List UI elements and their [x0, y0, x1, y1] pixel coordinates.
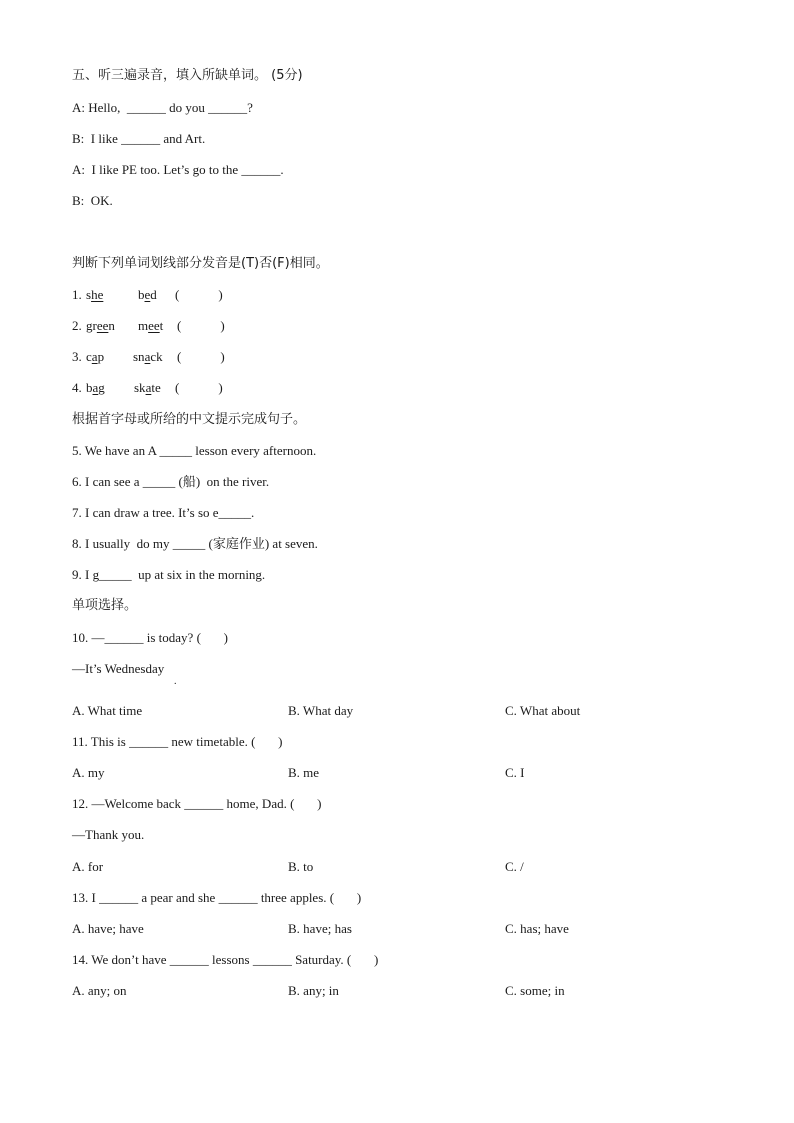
question-9: 9. I g_____ up at six in the morning. — [72, 567, 266, 582]
question-13: 13. I ______ a pear and she ______ three apples. ( ) — [72, 890, 362, 905]
option-b[interactable]: B. me — [288, 765, 320, 780]
option-c[interactable]: C. What about — [505, 703, 581, 718]
question-8: 8. I usually do my _____ (家庭作业) at seven. — [72, 536, 318, 552]
option-b[interactable]: B. have; has — [288, 921, 352, 936]
answer-parentheses[interactable]: ( ) — [175, 287, 223, 302]
word-1: she — [86, 287, 104, 302]
answer-parentheses[interactable]: ( ) — [177, 318, 225, 333]
option-c[interactable]: C. some; in — [505, 983, 565, 998]
option-c[interactable]: C. I — [505, 765, 525, 780]
option-a[interactable]: A. for — [72, 859, 104, 874]
option-a[interactable]: A. any; on — [72, 983, 127, 998]
choice-title: 单项选择。 — [72, 598, 138, 613]
item-number: 2. — [72, 318, 82, 333]
answer-parentheses[interactable]: ( ) — [177, 349, 225, 364]
option-c[interactable]: C. / — [505, 859, 524, 874]
option-b[interactable]: B. What day — [288, 703, 354, 718]
question-12-reply: —Thank you. — [72, 827, 145, 842]
option-c[interactable]: C. has; have — [505, 921, 569, 936]
stray-dot: . — [174, 676, 177, 687]
item-number: 4. — [72, 380, 82, 395]
option-b[interactable]: B. to — [288, 859, 314, 874]
dialogue-line-3: A: I like PE too. Let’s go to the ______. — [72, 162, 284, 177]
dialogue-line-1: A: Hello, ______ do you ______? — [72, 100, 253, 115]
completion-title: 根据首字母或所给的中文提示完成句子。 — [72, 412, 307, 427]
question-14: 14. We don’t have ______ lessons ______ Saturday. ( ) — [72, 952, 379, 967]
option-b[interactable]: B. any; in — [288, 983, 339, 998]
question-12: 12. —Welcome back ______ home, Dad. ( ) — [72, 796, 322, 811]
option-a[interactable]: A. What time — [72, 703, 143, 718]
option-a[interactable]: A. my — [72, 765, 105, 780]
question-5: 5. We have an A _____ lesson every afternoon. — [72, 443, 317, 458]
question-6: 6. I can see a _____ (船) on the river. — [72, 474, 270, 490]
word-1: cap — [86, 349, 105, 364]
dialogue-line-4: B: OK. — [72, 193, 113, 208]
option-a[interactable]: A. have; have — [72, 921, 144, 936]
word-2: bed — [138, 287, 157, 302]
word-1: bag — [86, 380, 105, 395]
word-1: green — [86, 318, 115, 333]
answer-parentheses[interactable]: ( ) — [175, 380, 223, 395]
section5-title: 五、听三遍录音，填入所缺单词。 (5分) — [72, 68, 303, 83]
word-2: meet — [138, 318, 164, 333]
question-7: 7. I can draw a tree. It’s so e_____. — [72, 505, 255, 520]
dialogue-line-2: B: I like ______ and Art. — [72, 131, 206, 146]
word-2: snack — [133, 349, 163, 364]
question-10-reply: —It’s Wednesday — [72, 661, 165, 676]
question-10: 10. —______ is today? ( ) — [72, 630, 228, 645]
question-11: 11. This is ______ new timetable. ( ) — [72, 734, 283, 749]
item-number: 3. — [72, 349, 82, 364]
item-number: 1. — [72, 287, 82, 302]
word-2: skate — [134, 380, 161, 395]
phonics-title: 判断下列单词划线部分发音是(T)否(F)相同。 — [72, 256, 329, 271]
